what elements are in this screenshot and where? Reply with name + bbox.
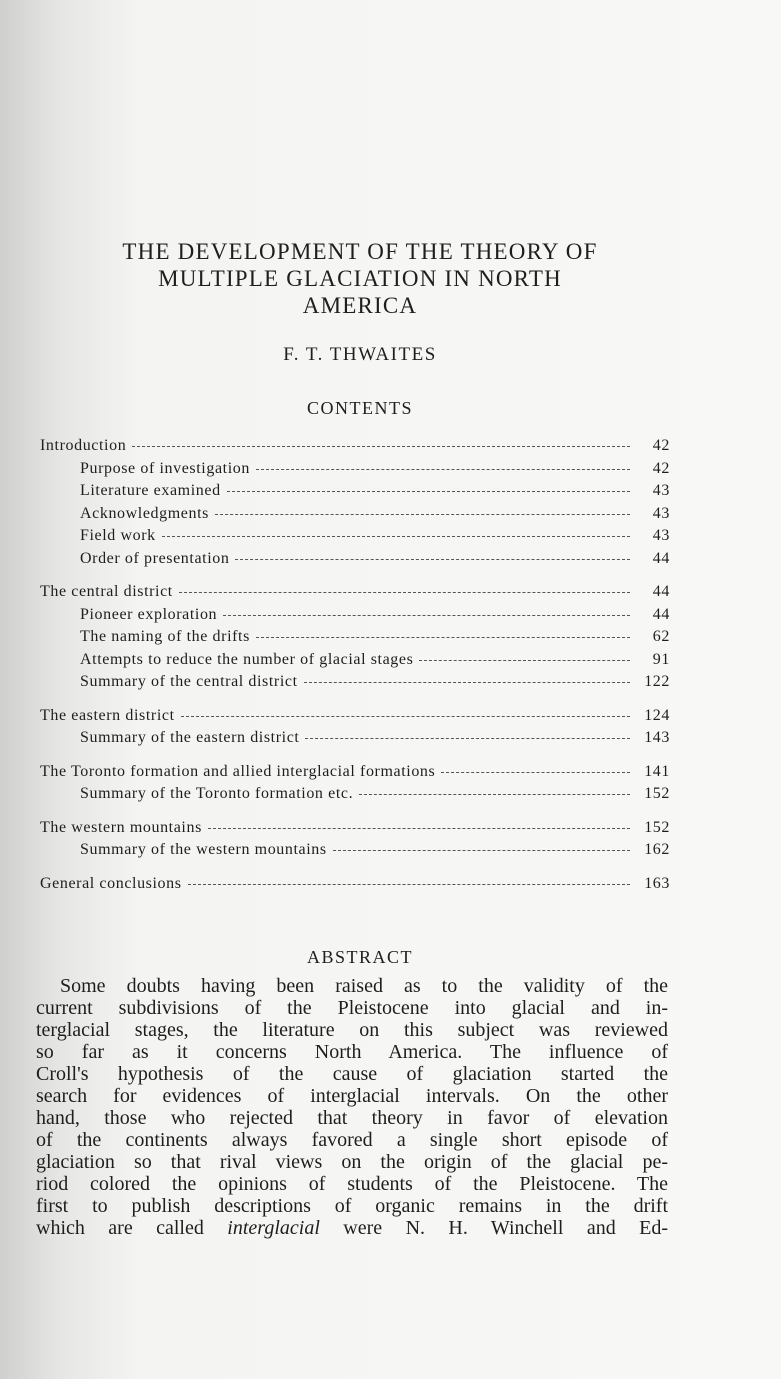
- abstract-line: terglacial stages, the literature on this subject was reviewed: [36, 1019, 668, 1041]
- abstract-line: riod colored the opinions of students of the Pleistocene. The: [36, 1173, 668, 1195]
- toc-subentry: [40, 525, 670, 548]
- toc-subentry: [40, 548, 670, 571]
- toc-page-number: 124: [644, 706, 670, 724]
- abstract-line: of the continents always favored a single short episode of: [36, 1129, 668, 1151]
- toc-dot-leader: [419, 650, 630, 661]
- toc-section: [40, 581, 670, 694]
- toc-dot-leader: [188, 874, 630, 885]
- toc-page-number: 143: [644, 729, 670, 746]
- toc-entry-label: Purpose of investigation: [80, 459, 250, 477]
- toc-dot-leader: [227, 481, 630, 492]
- toc-dot-leader: [333, 840, 630, 851]
- toc-page-number: 162: [644, 841, 670, 858]
- toc-dot-leader: [132, 436, 630, 447]
- title-line: MULTIPLE GLACIATION IN NORTH: [158, 266, 562, 291]
- abstract-line: hand, those who rejected that theory in favor of elevation: [36, 1107, 668, 1129]
- toc-subentry: [40, 626, 670, 649]
- toc-subentry: [40, 649, 670, 672]
- abstract-last-line: [36, 1217, 668, 1239]
- abstract-line: glaciation so that rival views on the origin of the glacial pe-: [36, 1151, 668, 1173]
- author-name: F. T. THWAITES: [283, 344, 437, 365]
- toc-page-number: 163: [644, 874, 670, 892]
- toc-page-number: 122: [644, 673, 670, 690]
- abstract-line: current subdivisions of the Pleistocene into glacial and in-: [36, 997, 668, 1019]
- toc-entry: [40, 435, 670, 458]
- table-of-contents: [40, 435, 670, 906]
- toc-subentry: [40, 458, 670, 481]
- toc-dot-leader: [181, 706, 630, 717]
- toc-entry-label: Field work: [80, 527, 156, 544]
- contents-heading: CONTENTS: [307, 398, 413, 418]
- toc-entry-label: Summary of the eastern district: [80, 729, 300, 746]
- toc-entry-label: Attempts to reduce the number of glacial stages: [80, 650, 414, 668]
- toc-subentry: [40, 480, 670, 503]
- toc-subentry: [40, 783, 670, 806]
- abstract-line: Croll's hypothesis of the cause of glaciation started the: [36, 1063, 668, 1085]
- toc-page-number: 152: [644, 818, 670, 836]
- abstract-text: which are called: [36, 1217, 204, 1239]
- toc-page-number: 43: [652, 527, 670, 544]
- toc-dot-leader: [223, 605, 630, 616]
- toc-entry-label: Acknowledgments: [80, 504, 209, 522]
- abstract-text: were N. H. Winchell and Ed-: [343, 1217, 669, 1239]
- toc-dot-leader: [235, 549, 630, 560]
- toc-subentry: [40, 503, 670, 526]
- abstract-body: [36, 975, 668, 1239]
- toc-entry: [40, 705, 670, 728]
- toc-dot-leader: [179, 582, 630, 593]
- abstract-line: Some doubts having been raised as to the validity of the: [60, 975, 668, 997]
- toc-entry: [40, 581, 670, 604]
- toc-entry-label: The naming of the drifts: [80, 628, 250, 645]
- toc-entry-label: Introduction: [40, 437, 127, 454]
- abstract-line: first to publish descriptions of organic remains in the drift: [36, 1195, 668, 1217]
- toc-subentry: [40, 671, 670, 694]
- abstract-italic-term: interglacial: [227, 1217, 320, 1239]
- toc-page-number: 44: [652, 549, 670, 567]
- toc-page-number: 152: [644, 785, 670, 802]
- toc-dot-leader: [162, 526, 630, 537]
- toc-section: [40, 435, 670, 570]
- toc-entry-label: Summary of the central district: [80, 673, 298, 690]
- toc-page-number: 42: [652, 437, 670, 454]
- toc-page-number: 42: [652, 459, 670, 477]
- toc-subentry: [40, 727, 670, 750]
- toc-page-number: 62: [652, 628, 670, 645]
- toc-page-number: 44: [652, 605, 670, 623]
- toc-entry-label: Literature examined: [80, 482, 221, 499]
- toc-section: [40, 873, 670, 896]
- toc-entry-label: The eastern district: [40, 706, 175, 724]
- toc-entry: [40, 873, 670, 896]
- toc-subentry: [40, 839, 670, 862]
- toc-section: [40, 761, 670, 806]
- toc-dot-leader: [359, 784, 630, 795]
- toc-dot-leader: [256, 459, 630, 470]
- toc-entry: [40, 761, 670, 784]
- toc-dot-leader: [441, 762, 630, 773]
- toc-page-number: 141: [644, 762, 670, 780]
- abstract-line: so far as it concerns North America. The influence of: [36, 1041, 668, 1063]
- abstract-heading: ABSTRACT: [306, 947, 414, 967]
- toc-entry-label: Order of presentation: [80, 549, 230, 567]
- toc-entry-label: The Toronto formation and allied interglacial formations: [40, 762, 436, 780]
- article-title: [60, 238, 660, 319]
- toc-dot-leader: [304, 672, 630, 683]
- title-line: AMERICA: [302, 293, 418, 318]
- toc-dot-leader: [256, 627, 630, 638]
- toc-dot-leader: [305, 728, 630, 739]
- toc-entry-label: Summary of the Toronto formation etc.: [80, 785, 354, 802]
- toc-entry-label: The central district: [40, 583, 173, 600]
- toc-entry-label: Summary of the western mountains: [80, 841, 327, 858]
- toc-section: [40, 817, 670, 862]
- toc-entry-label: General conclusions: [40, 874, 182, 892]
- toc-page-number: 44: [652, 583, 670, 600]
- toc-entry: [40, 817, 670, 840]
- toc-section: [40, 705, 670, 750]
- toc-page-number: 91: [652, 650, 670, 668]
- title-line: THE DEVELOPMENT OF THE THEORY OF: [122, 239, 598, 264]
- toc-entry-label: The western mountains: [40, 818, 202, 836]
- toc-page-number: 43: [652, 482, 670, 499]
- toc-subentry: [40, 604, 670, 627]
- toc-entry-label: Pioneer exploration: [80, 605, 218, 623]
- toc-dot-leader: [215, 504, 630, 515]
- abstract-line: search for evidences of interglacial intervals. On the other: [36, 1085, 668, 1107]
- toc-dot-leader: [208, 818, 630, 829]
- toc-page-number: 43: [652, 504, 670, 522]
